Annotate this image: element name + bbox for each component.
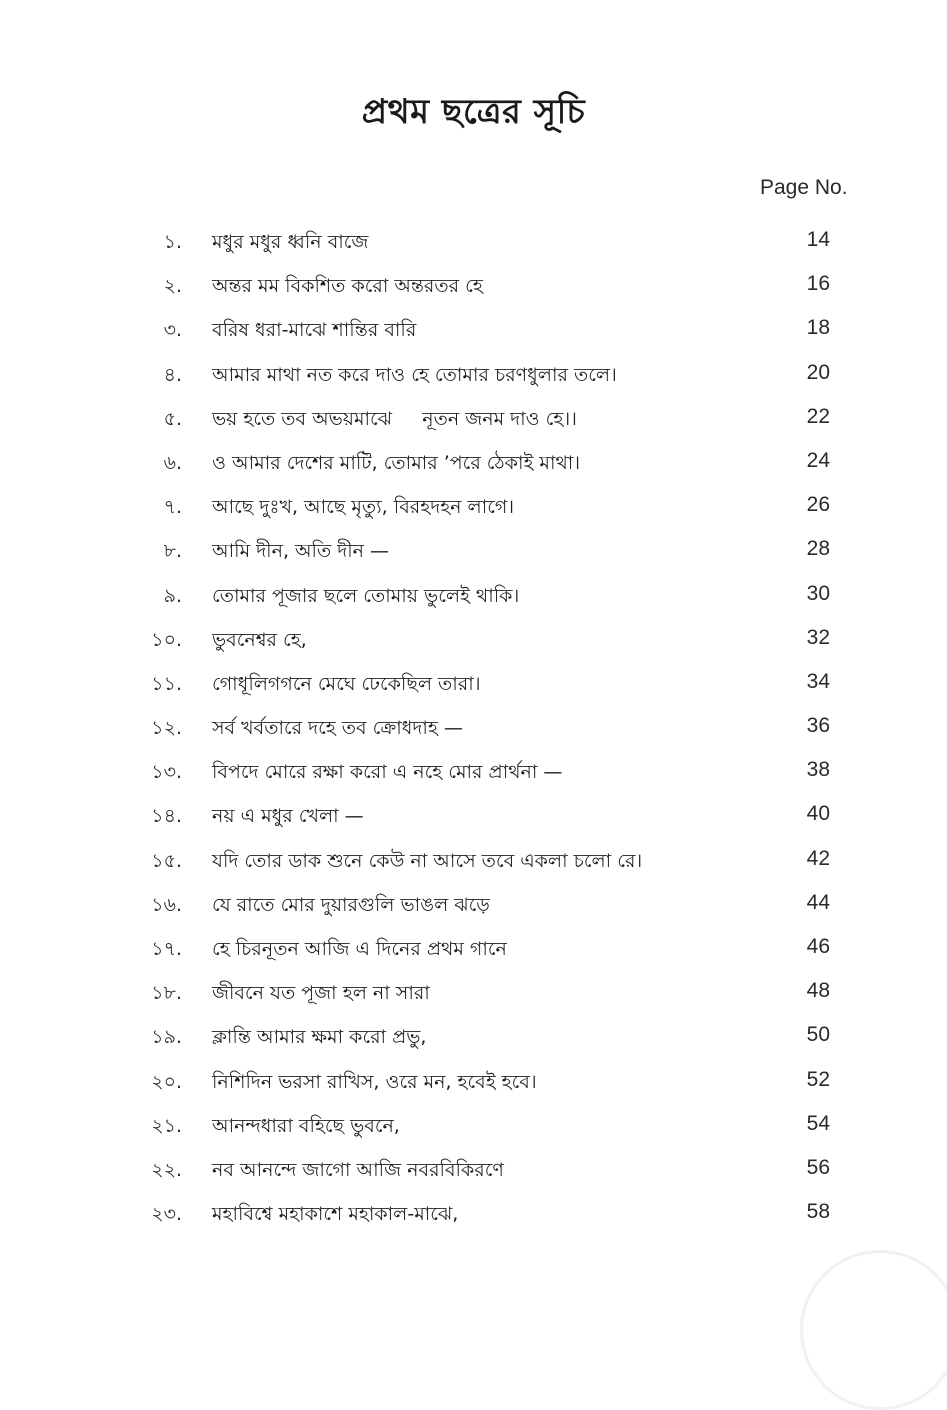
entry-page: 30 (806, 581, 830, 605)
entry-title: যে রাতে মোর দুয়ারগুলি ভাঙল ঝড়ে (212, 893, 490, 916)
entry-number: ১২. (151, 717, 182, 740)
entry-title: আছে দুঃখ, আছে মৃত্যু, বিরহদহন লাগে। (212, 496, 515, 519)
entry-number: ১৩. (151, 761, 182, 784)
toc-entry (0, 885, 947, 929)
toc-entry (0, 1150, 947, 1194)
entry-number: ৭. (163, 496, 182, 519)
toc-entry (0, 664, 947, 708)
entry-number: ২. (163, 275, 182, 298)
entry-title: সর্ব খর্বতারে দহে তব ক্রোধদাহ — (212, 717, 463, 740)
entry-number: ২৩. (151, 1203, 182, 1226)
page-title: প্রথম ছত্রের সূচি (361, 92, 586, 132)
entry-page: 52 (806, 1067, 830, 1091)
toc-entry (0, 752, 947, 796)
toc-entry (0, 1062, 947, 1106)
toc-entry (0, 487, 947, 531)
entry-number: ১৪. (151, 805, 182, 828)
entry-number: ১. (163, 231, 182, 253)
entry-title: নয় এ মধুর খেলা — (212, 805, 364, 828)
table-of-contents (0, 222, 947, 1238)
entry-number: ১১. (151, 672, 182, 695)
entry-number: ৮. (163, 540, 182, 563)
toc-entry (0, 1017, 947, 1061)
entry-title: গোধূলিগগনে মেঘে ঢেকেছিল তারা। (212, 672, 481, 695)
entry-title: ক্লান্তি আমার ক্ষমা করো প্রভু, (212, 1026, 427, 1049)
toc-entry (0, 620, 947, 664)
entry-title: ভয় হতে তব অভয়মাঝে নূতন জনম দাও হে।। (212, 407, 577, 430)
entry-number: ১৬. (151, 893, 182, 916)
toc-entry (0, 708, 947, 752)
entry-page: 42 (806, 846, 830, 870)
toc-entry (0, 222, 947, 266)
entry-page: 16 (806, 272, 830, 296)
entry-title: নব আনন্দে জাগো আজি নবরবিকিরণে (212, 1158, 504, 1181)
entry-number: ২২. (151, 1158, 182, 1181)
entry-number: ৪. (163, 363, 182, 386)
entry-title: হে চিরনূতন আজি এ দিনের প্রথম গানে (212, 938, 507, 960)
entry-title: মধুর মধুর ধ্বনি বাজে (212, 231, 369, 253)
entry-number: ১৯. (151, 1026, 182, 1049)
entry-number: ৯. (163, 584, 182, 607)
entry-number: ৩. (163, 319, 182, 342)
entry-page: 48 (806, 979, 830, 1003)
toc-entry (0, 443, 947, 487)
toc-entry (0, 973, 947, 1017)
entry-title: ও আমার দেশের মাটি, তোমার ’পরে ঠেকাই মাথা। (212, 451, 581, 474)
entry-number: ২১. (151, 1114, 182, 1137)
entry-page: 40 (806, 802, 830, 826)
entry-page: 44 (806, 890, 830, 914)
entry-title: মহাবিশ্বে মহাকাশে মহাকাল-মাঝে, (212, 1203, 459, 1226)
entry-number: ৬. (163, 451, 182, 474)
toc-entry (0, 1194, 947, 1238)
entry-title: নিশিদিন ভরসা রাখিস, ওরে মন, হবেই হবে। (212, 1070, 537, 1093)
entry-page: 58 (806, 1200, 830, 1224)
entry-title: আনন্দধারা বহিছে ভুবনে, (212, 1114, 400, 1137)
toc-entry (0, 531, 947, 575)
entry-page: 36 (806, 714, 830, 738)
entry-number: ৫. (163, 407, 182, 430)
entry-page: 26 (806, 493, 830, 517)
entry-page: 38 (806, 758, 830, 782)
entry-page: 28 (806, 537, 830, 561)
toc-entry (0, 266, 947, 310)
page-number-column-header: Page No. (760, 176, 848, 199)
entry-number: ২০. (151, 1070, 182, 1093)
entry-page: 46 (806, 935, 830, 958)
entry-title: অন্তর মম বিকশিত করো অন্তরতর হে (212, 275, 483, 298)
entry-page: 56 (806, 1155, 830, 1179)
entry-page: 24 (806, 448, 830, 472)
entry-title: আমার মাথা নত করে দাও হে তোমার চরণধুলার তলে। (212, 363, 617, 386)
entry-page: 34 (806, 669, 830, 693)
entry-title: বিপদে মোরে রক্ষা করো এ নহে মোর প্রার্থনা — (212, 761, 563, 784)
entry-number: ১৮. (151, 982, 182, 1005)
toc-entry (0, 399, 947, 443)
entry-page: 20 (806, 360, 830, 384)
entry-page: 22 (806, 404, 830, 428)
toc-entry (0, 1106, 947, 1150)
entry-title: জীবনে যত পূজা হল না সারা (212, 982, 430, 1005)
entry-page: 14 (806, 228, 830, 251)
entry-page: 32 (806, 625, 830, 649)
entry-title: আমি দীন, অতি দীন — (212, 540, 390, 563)
entry-number: ১৭. (151, 938, 182, 960)
entry-page: 50 (806, 1023, 830, 1047)
entry-title: ভুবনেশ্বর হে, (212, 628, 307, 651)
entry-page: 54 (806, 1111, 830, 1135)
entry-title: যদি তোর ডাক শুনে কেউ না আসে তবে একলা চলো রে। (212, 849, 643, 872)
corner-watermark-arc (800, 1250, 947, 1410)
entry-page: 18 (806, 316, 830, 340)
toc-entry (0, 310, 947, 354)
entry-title: বরিষ ধরা-মাঝে শান্তির বারি (212, 319, 417, 342)
entry-title: তোমার পূজার ছলে তোমায় ভুলেই থাকি। (212, 584, 520, 607)
toc-entry (0, 355, 947, 399)
toc-entry (0, 796, 947, 840)
toc-entry (0, 929, 947, 973)
entry-number: ১০. (151, 628, 182, 651)
toc-entry (0, 841, 947, 885)
entry-number: ১৫. (151, 849, 182, 872)
toc-entry (0, 576, 947, 620)
